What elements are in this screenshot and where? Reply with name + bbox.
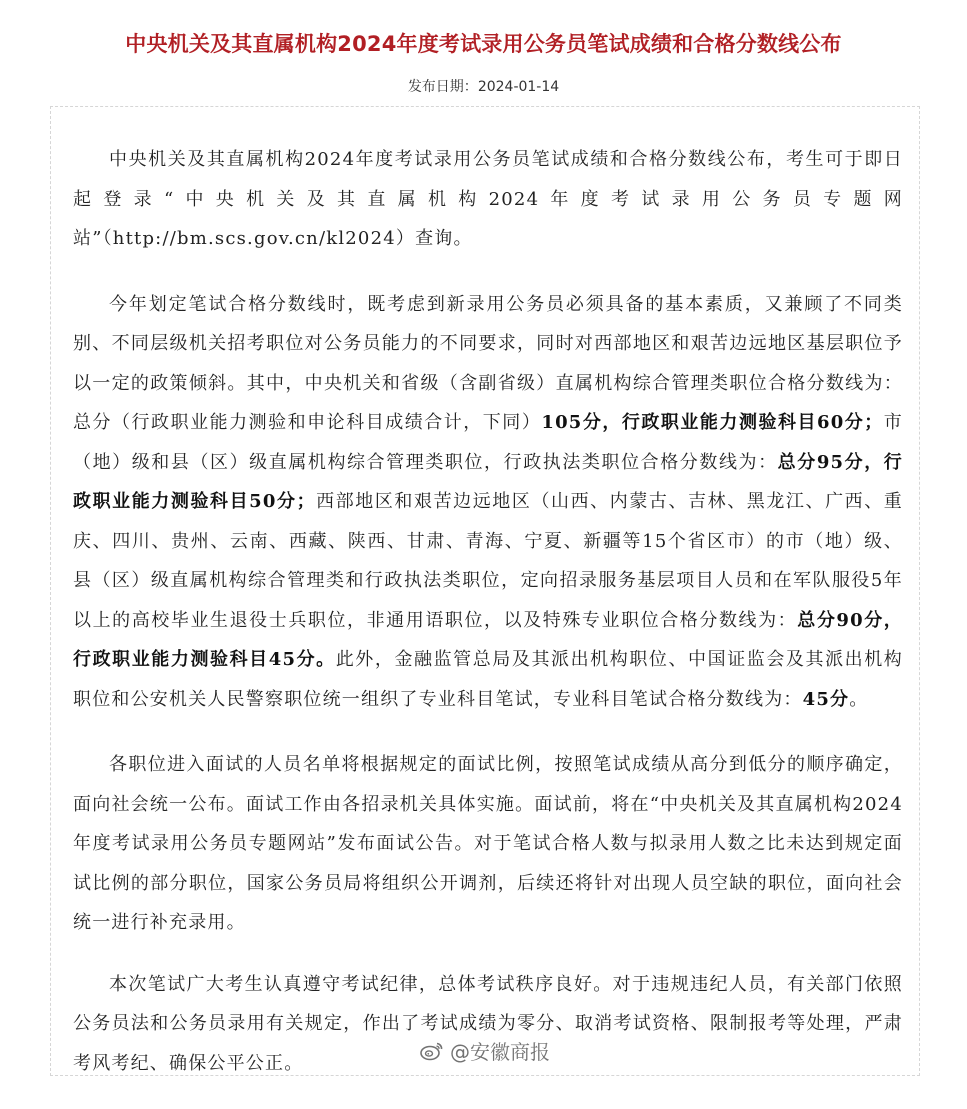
paragraph-3: 各职位进入面试的人员名单将根据规定的面试比例，按照笔试成绩从高分到低分的顺序确定，面向社会统一公布。面试工作由各招录机关具体实施。面试前，将在“中央机关及其直属机构2024年度考试录用公务员专题网站”发布面试公告。对于笔试合格人数与拟录用人数之比未达到规定面试比例的部分职位，国家公务员局将组织公开调剂，后续还将针对出现人员空缺的职位，面向社会统一进行补充录用。 [73, 754, 903, 933]
publish-date-value: 2024-01-14 [477, 79, 560, 95]
weibo-icon [420, 1041, 444, 1061]
score-line-city-county: 总分95分，行政职业能力测验科目50分； [73, 451, 903, 512]
score-line-western: 总分90分，行政职业能力测验科目45分。 [73, 609, 903, 670]
paragraph-2-text-4: 此外，金融监管总局及其派出机构职位、中国证监会及其派出机构职位和公安机关人民警察职位统一组织了专业科目笔试，专业科目笔试合格分数线为： [73, 649, 903, 710]
paragraph-2 [73, 285, 903, 720]
paragraph-2-text-5: 。 [849, 688, 869, 710]
paragraph-2-text-1: 今年划定笔试合格分数线时，既考虑到新录用公务员必须具备的基本素质，又兼顾了不同类别、不同层级机关招考职位对公务员能力的不同要求，同时对西部地区和艰苦边远地区基层职位予以一定的政策倾斜。其中，中央机关和省级（含副省级）直属机构综合管理类职位合格分数线为：总分（行政职业能力测验和申论科目成绩合计，下同） [73, 293, 903, 433]
publish-date [0, 76, 967, 96]
publish-date-label: 发布日期： [407, 79, 478, 95]
watermark-text: @安徽商报 [450, 1040, 550, 1064]
score-line-central: 105分，行政职业能力测验科目60分； [541, 412, 884, 433]
article-body [73, 140, 903, 1109]
watermark [420, 1036, 550, 1065]
paragraph-4: 本次笔试广大考生认真遵守考试纪律，总体考试秩序良好。对于违规违纪人员，有关部门依照公务员法和公务员录用有关规定，作出了考试成绩为零分、取消考试资格、限制报考等处理，严肃考风考纪、确保公平公正。 [73, 973, 903, 1074]
paragraph-2-text-2: 市（地）级和县（区）级直属机构综合管理类职位，行政执法类职位合格分数线为： [73, 412, 903, 473]
paragraph-2-text-3: 西部地区和艰苦边远地区（山西、内蒙古、吉林、黑龙江、广西、重庆、四川、贵州、云南、西藏、陕西、甘肃、青海、宁夏、新疆等15个省区市）的市（地）级、县（区）级直属机构综合管理类和行政执法类职位，定向招录服务基层项目人员和在军队服役5年以上的高校毕业生退役士兵职位，非通用语职位，以及特殊专业职位合格分数线为： [73, 491, 903, 631]
paragraph-1: 中央机关及其直属机构2024年度考试录用公务员笔试成绩和合格分数线公布，考生可于即日起登录“中央机关及其直属机构2024年度考试录用公务员专题网站”（http://bm.scs.gov.cn/kl2024）查询。 [73, 149, 903, 249]
page-title: 中央机关及其直属机构2024年度考试录用公务员笔试成绩和合格分数线公布 [125, 32, 842, 56]
score-line-professional: 45分 [802, 688, 850, 710]
